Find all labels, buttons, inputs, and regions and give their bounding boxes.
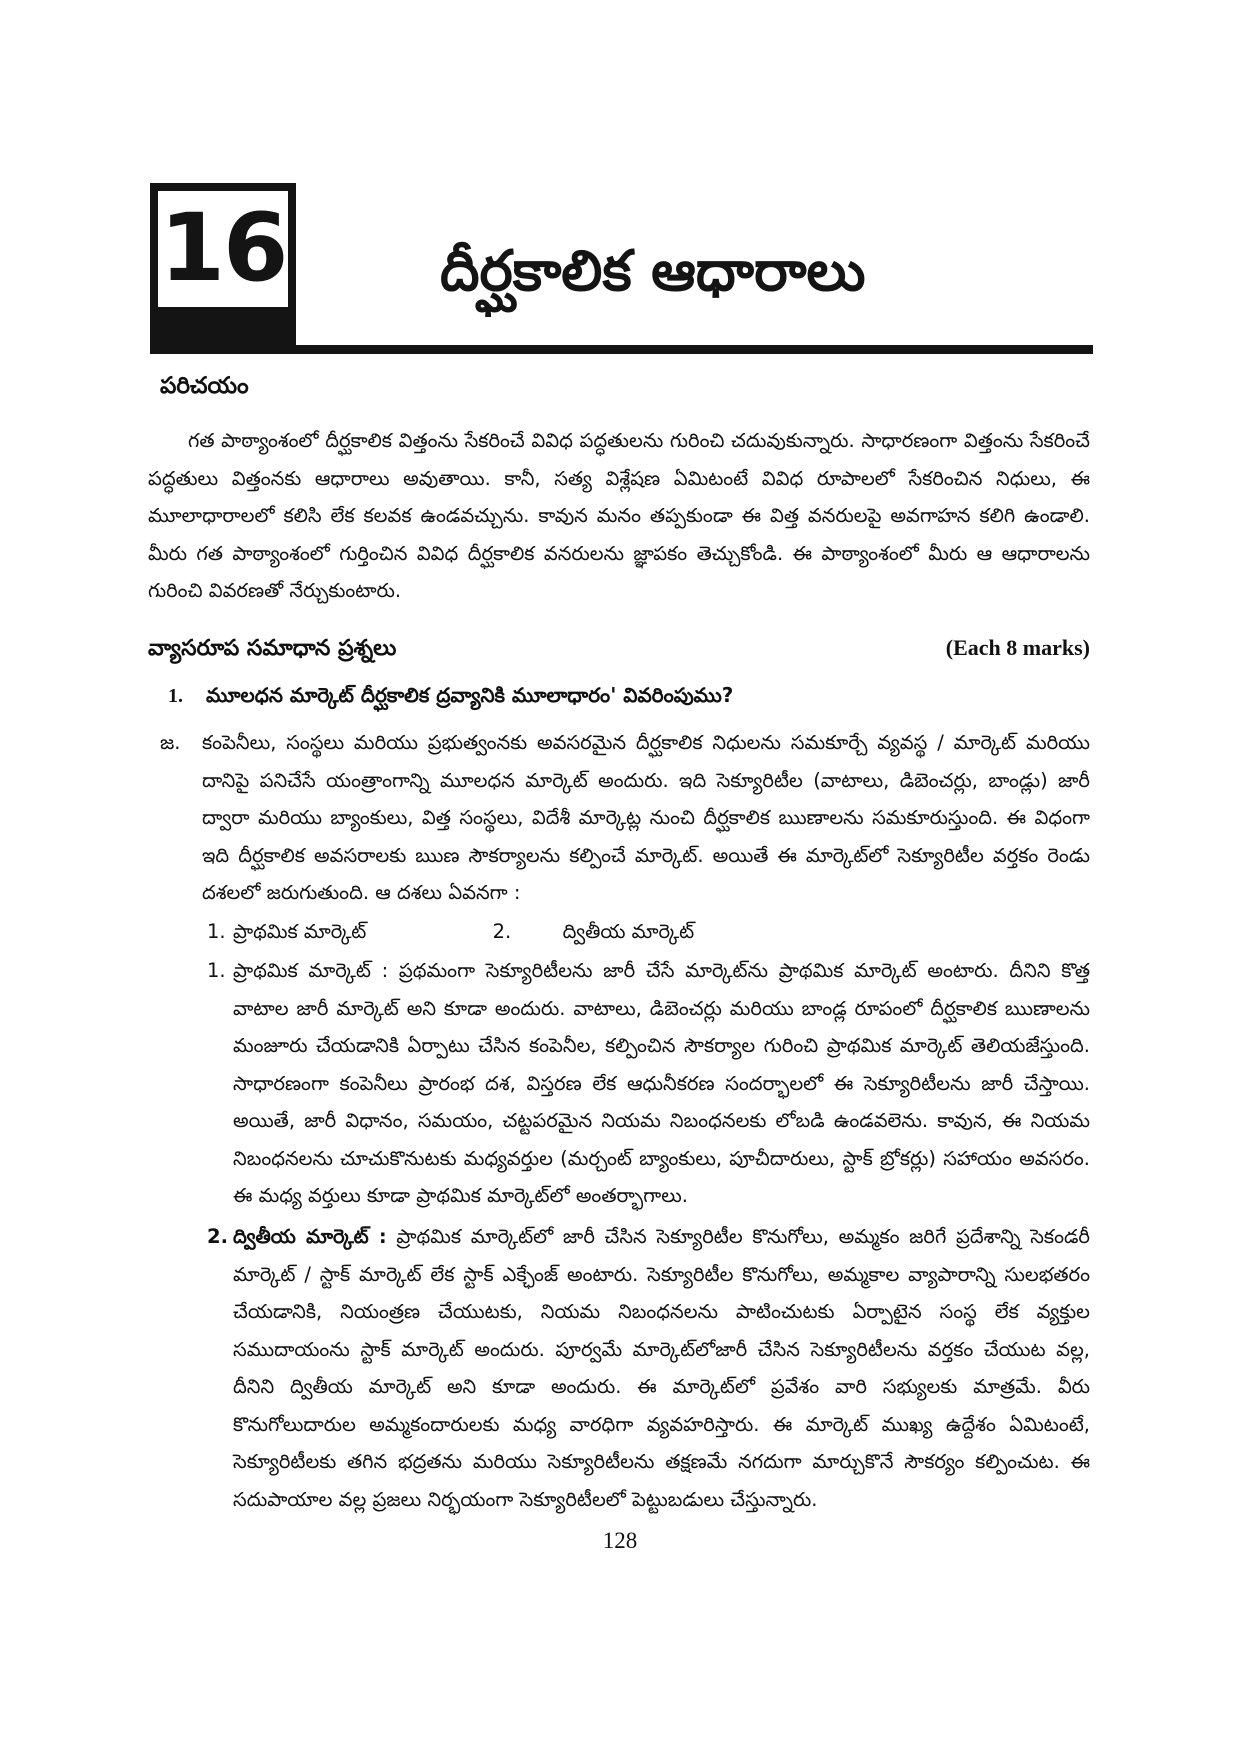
- question-1: [168, 680, 1088, 711]
- type-1-label: ప్రాథమిక మార్కెట్: [233, 920, 367, 943]
- type-2-number: 2.: [492, 920, 512, 943]
- qa-section-header: [148, 634, 1090, 665]
- point-1-body: [233, 952, 1090, 1215]
- page-number: 128: [602, 1528, 638, 1553]
- chapter-header-rule: [150, 345, 1093, 354]
- point-2-text: ప్రాథమిక మార్కెట్‌లో జారీ చేసిన సెక్యూరిటీల కొనుగోలు, అమ్మకం జరిగే ప్రదేశాన్ని సెకండరీ మార్కెట్ / స్టాక్ మార్కెట్ లేక స్టాక్ ఎక్ఛేంజ్ అంటారు. సెక్యూరిటీల కొనుగోలు, అమ్మకాల వ్యాపారాన్ని సులభతరం చేయడానికి, నియంత్రణ చేయుటకు, నియమ నిబంధనలను పాటించుటకు ఏర్పాటైన సంస్థ లేక వ్యక్తుల సముదాయంను స్టాక్ మార్కెట్ అందురు. పూర్వమే మార్కెట్‌లోజారీ చేసిన సెక్యూరిటీలను వర్తకం చేయుట వల్ల, దీనిని ద్వితీయ మార్కెట్ అని కూడా అందురు. ఈ మార్కెట్‌లో ప్రవేశం వారి సభ్యులకు మాత్రమే. వీరు కొనుగోలుదారుల అమ్మకందారులకు మధ్య వారధిగా వ్యవహరిస్తారు. ఈ మార్కెట్ ముఖ్య ఉద్దేశం ఏమిటంటే, సెక్యూరిటీలకు తగిన భద్రతను మరియు సెక్యూరిటీలను తక్షణమే నగదుగా మార్చుకొనే సౌకర్యం కల్పించుట. ఈ సదుపాయాల వల్ల ప్రజలు నిర్భయంగా సెక్యూరిటీలలో పెట్టుబడులు చేస్తున్నారు.: [233, 1225, 1090, 1511]
- point-1-number: 1.: [207, 959, 226, 982]
- point-1-text: ప్రథమంగా సెక్యూరిటీలను జారీ చేసే మార్కెట్‌ను ప్రాథమిక మార్కెట్ అంటారు. దీనిని కొత్త వాటాల జారీ మార్కెట్ అని కూడా అందురు. వాటాలు, డిబెంచర్లు మరియు బాండ్ల రూపంలో దీర్ఘకాలిక ఋణాలను మంజూరు చేయడానికి ఏర్పాటు చేసిన కంపెనీల, కల్పించిన సౌకర్యాల గురించి ప్రాథమిక మార్కెట్ తెలియజేస్తుంది. సాధారణంగా కంపెనీలు ప్రారంభ దశ, విస్తరణ లేక ఆధునీకరణ సందర్భాలలో ఈ సెక్యూరిటీలను జారీ చేస్తాయి. అయితే, జారీ విధానం, సమయం, చట్టపరమైన నియమ నిబంధనలకు లోబడి ఉండవలెను. కావున, ఈ నియమ నిబంధనలను చూచుకొనుటకు మధ్యవర్తుల (మర్చంట్ బ్యాంకులు, పూచీదారులు, స్టాక్ బ్రోకర్లు) సహాయం అవసరం. ఈ మధ్య వర్తులు కూడా ప్రాథమిక మార్కెట్‌లో అంతర్భాగాలు.: [233, 959, 1090, 1207]
- intro-paragraph: గత పాఠ్యాంశంలో దీర్ఘకాలిక విత్తంను సేకరించే వివిధ పద్ధతులను గురించి చదువుకున్నారు. సాధారణంగా విత్తంను సేకరించే పద్ధతులు విత్తంనకు ఆధారాలు అవుతాయి. కానీ, సత్య విశ్లేషణ ఏమిటంటే వివిధ రూపాలలో సేకరించిన నిధులు, ఈ మూలాధారాలలో కలిసి లేక కలవక ఉండవచ్చును. కావున మనం తప్పకుండా ఈ విత్త వనరులపై అవగాహన కలిగి ఉండాలి. మీరు గత పాఠ్యాంశంలో గుర్తించిన వివిధ దీర్ఘకాలిక వనరులను జ్ఞాపకం తెచ్చుకోండి. ఈ పాఠ్యాంశంలో మీరు ఆ ఆధారాలను గురించి వివరణతో నేర్చుకుంటారు.: [148, 429, 1090, 602]
- intro-heading: పరిచయం: [160, 373, 249, 399]
- chapter-title: దీర్ఘకాలిక ఆధారాలు: [440, 239, 866, 304]
- marks-note: (Each 8 marks): [945, 635, 1090, 660]
- market-types-list: [207, 913, 694, 951]
- chapter-number-box: [150, 183, 296, 349]
- answer-paragraph: కంపెనీలు, సంస్థలు మరియు ప్రభుత్వంనకు అవసరమైన దీర్ఘకాలిక నిధులను సమకూర్చే వ్యవస్థ / మార్కెట్ మరియు దానిపై పనిచేసే యంత్రాంగాన్ని మూలధన మార్కెట్ అందురు. ఇది సెక్యూరిటీల (వాటాలు, డిబెంచర్లు, బాండ్లు) జారీ ద్వారా మరియు బ్యాంకులు, విత్త సంస్థలు, విదేశీ మార్కెట్ల నుంచి దీర్ఘకాలిక ఋణాలను సమకూరుస్తుంది. ఈ విధంగా ఇది దీర్ఘకాలిక అవసరాలకు ఋణ సౌకర్యాలను కల్పించే మార్కెట్. అయితే ఈ మార్కెట్‌లో సెక్యూరిటీల వర్తకం రెండు దశలలో జరుగుతుంది. ఆ దశలు ఏవనగా :: [202, 731, 1090, 904]
- answer-prefix: జ.: [160, 731, 181, 754]
- type-2-label: ద్వితీయ మార్కెట్: [562, 920, 695, 943]
- type-1-number: 1.: [207, 920, 226, 943]
- question-text: మూలధన మార్కెట్ దీర్ఘకాలిక ద్రవ్యానికి మూలాధారం' వివరింపుము?: [206, 683, 734, 707]
- chapter-number: 16: [158, 191, 288, 307]
- point-2-body: [233, 1218, 1090, 1518]
- point-1-label: ప్రాథమిక మార్కెట్ :: [233, 959, 389, 982]
- point-2-number: 2.: [207, 1225, 228, 1248]
- qa-section-heading: వ్యాసరూప సమాధాన ప్రశ్నలు: [148, 636, 397, 661]
- point-2-label: ద్వితీయ మార్కెట్ :: [233, 1225, 387, 1248]
- question-number: 1.: [168, 685, 183, 707]
